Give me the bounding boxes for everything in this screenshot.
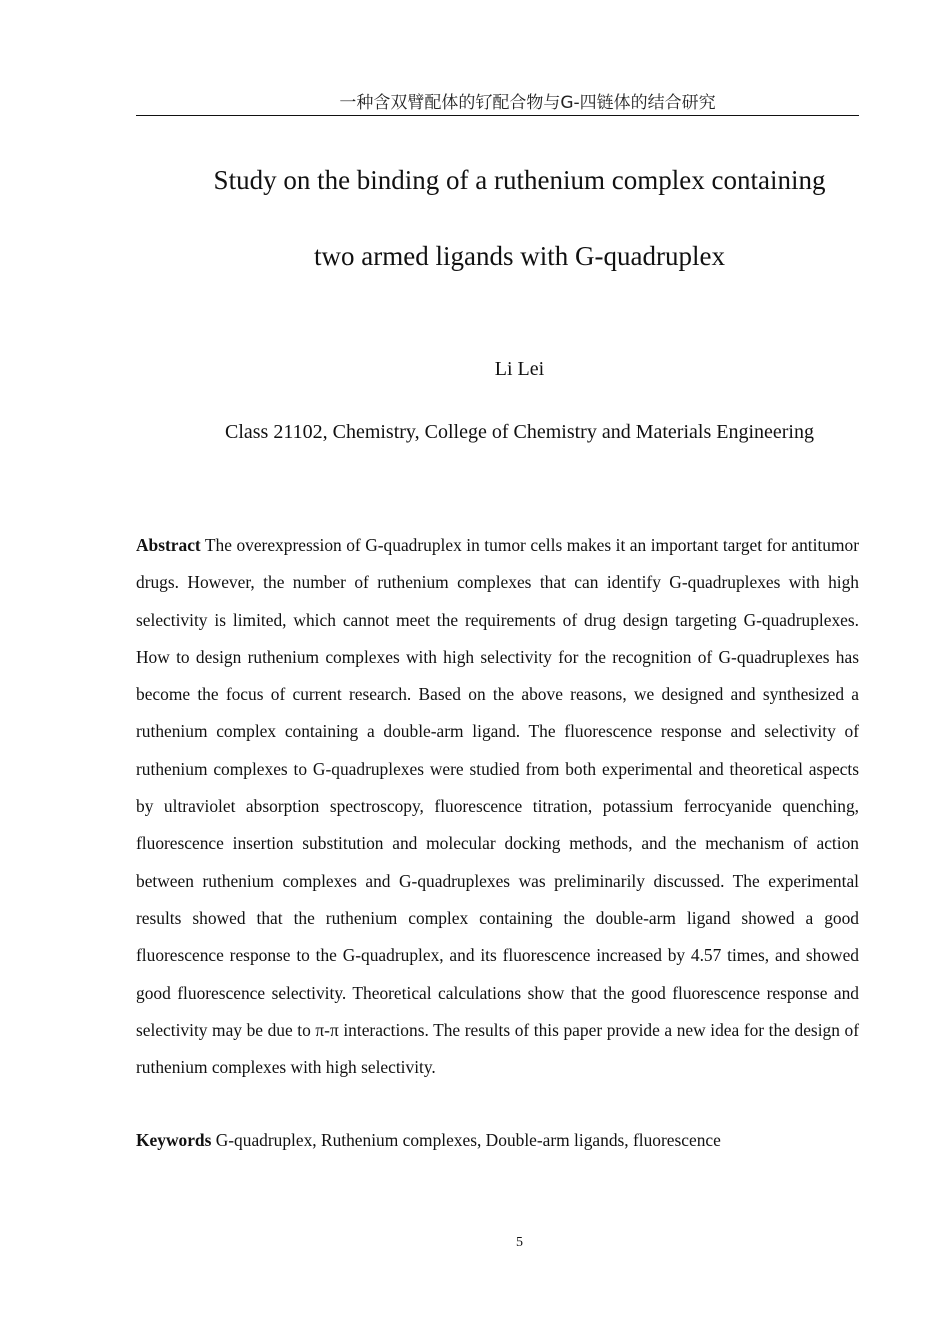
abstract-text: The overexpression of G-quadruplex in tumor cells makes it an important target for antitumor drugs. However, the number of ruthenium complexes that can identify G-quadruplexes with high selectivity is limited, which cannot meet the requirements of drug design targeting G-quadruplexes. How to design ruthenium complexes with high selectivity for the recognition of G-quadruplexes has become the focus of current research. Based on the above reasons, we designed and synthesized a ruthenium complex containing a double-arm ligand. The fluorescence response and selectivity of ruthenium complexes to G-quadruplexes were studied from both experimental and theoretical aspects by ultraviolet absorption spectroscopy, fluorescence titration, potassium ferrocyanide quenching, fluorescence insertion substitution and molecular docking methods, and the mechanism of action between ruthenium complexes and G-quadruplexes was preliminarily discussed. The experimental results showed that the ruthenium complex containing the double-arm ligand showed a good fluorescence response to the G-quadruplex, and its fluorescence increased by 4.57 times, and showed good fluorescence selectivity. Theoretical calculations show that the good fluorescence response and selectivity may be due to π-π interactions. The results of this paper provide a new idea for the design of ruthenium complexes with high selectivity. [136, 535, 859, 1078]
running-header: 一种含双臂配体的钌配合物与G-四链体的结合研究 [339, 93, 716, 113]
abstract-label: Abstract [136, 535, 201, 555]
paper-title-line-2: two armed ligands with G-quadruplex [314, 241, 725, 271]
page-number: 5 [516, 1235, 523, 1250]
abstract-paragraph [136, 527, 859, 1086]
keywords-text: G-quadruplex, Ruthenium complexes, Double-arm ligands, fluorescence [211, 1130, 721, 1150]
paper-title [136, 142, 859, 294]
header-rule [136, 115, 859, 116]
keywords-label: Keywords [136, 1130, 212, 1150]
author-name: Li Lei [494, 358, 545, 380]
paper-title-line-1: Study on the binding of a ruthenium complex containing [213, 165, 826, 195]
author-affiliation: Class 21102, Chemistry, College of Chemistry and Materials Engineering [225, 421, 814, 443]
keywords-line [136, 1127, 859, 1153]
